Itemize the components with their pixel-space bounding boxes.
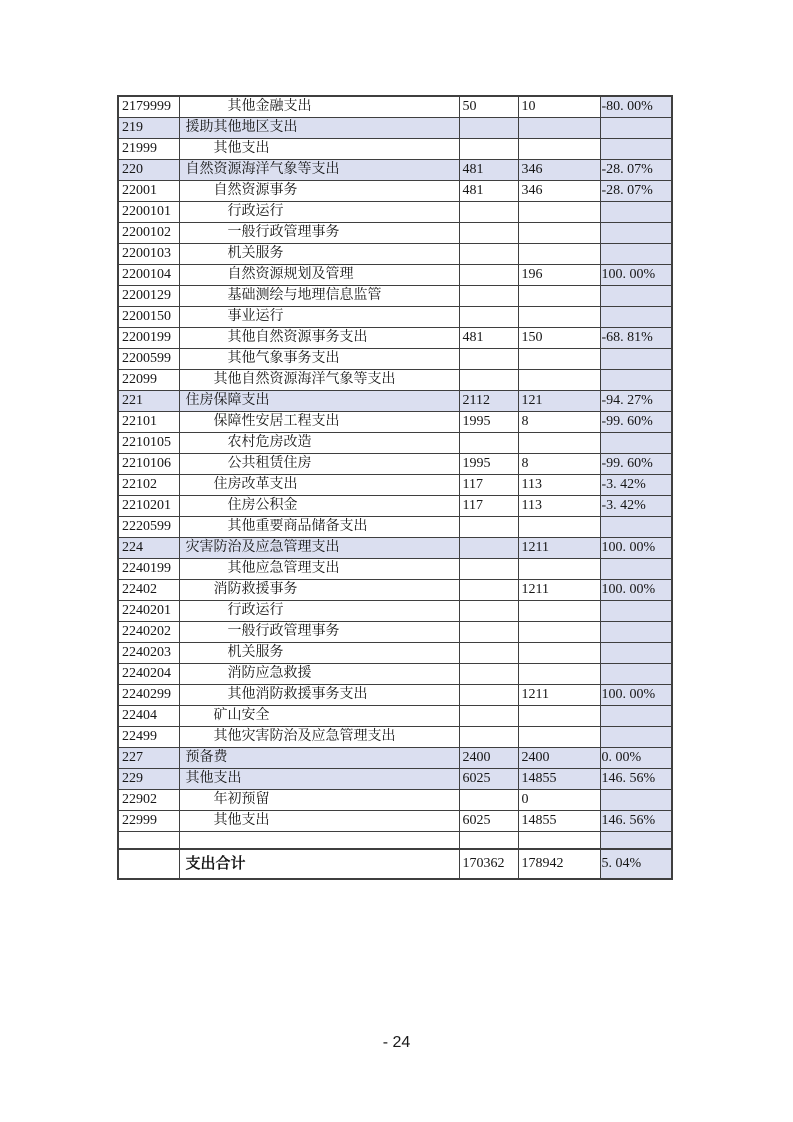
name-cell: 消防救援事务: [179, 580, 459, 601]
table-row: [118, 265, 672, 286]
code-cell: 224: [118, 538, 179, 559]
value1-cell: [459, 727, 518, 748]
name-cell: 支出合计: [179, 849, 459, 879]
page-number: - 24: [382, 1034, 411, 1051]
name-cell: 年初预留: [179, 790, 459, 811]
code-cell: 21999: [118, 139, 179, 160]
percent-cell: 100. 00%: [600, 538, 672, 559]
value2-cell: 14855: [518, 769, 600, 790]
table-row: [118, 559, 672, 580]
value2-cell: [518, 727, 600, 748]
code-cell: 2240201: [118, 601, 179, 622]
code-cell: 221: [118, 391, 179, 412]
percent-cell: [600, 118, 672, 139]
name-cell: 灾害防治及应急管理支出: [179, 538, 459, 559]
table-row: [118, 181, 672, 202]
name-cell: 消防应急救援: [179, 664, 459, 685]
value1-cell: [459, 664, 518, 685]
code-cell: 2210106: [118, 454, 179, 475]
table-row: [118, 811, 672, 832]
value1-cell: 1995: [459, 412, 518, 433]
section-row: [118, 160, 672, 181]
code-cell: 2200104: [118, 265, 179, 286]
name-cell: 机关服务: [179, 244, 459, 265]
section-row: [118, 769, 672, 790]
name-cell: 其他支出: [179, 811, 459, 832]
value1-cell: 117: [459, 496, 518, 517]
percent-cell: [600, 790, 672, 811]
value2-cell: [518, 370, 600, 391]
value2-cell: 121: [518, 391, 600, 412]
table-row: [118, 202, 672, 223]
budget-table-body: [118, 96, 672, 879]
name-cell: 农村危房改造: [179, 433, 459, 454]
value2-cell: 113: [518, 496, 600, 517]
value2-cell: 178942: [518, 849, 600, 879]
table-row: [118, 139, 672, 160]
percent-cell: [600, 706, 672, 727]
percent-cell: -3. 42%: [600, 496, 672, 517]
percent-cell: [600, 370, 672, 391]
value2-cell: [518, 664, 600, 685]
percent-cell: [600, 349, 672, 370]
value2-cell: [518, 307, 600, 328]
value2-cell: [518, 643, 600, 664]
percent-cell: 146. 56%: [600, 811, 672, 832]
percent-cell: [600, 223, 672, 244]
value1-cell: 2400: [459, 748, 518, 769]
name-cell: 公共租赁住房: [179, 454, 459, 475]
name-cell: 一般行政管理事务: [179, 622, 459, 643]
percent-cell: -28. 07%: [600, 160, 672, 181]
budget-table: [117, 95, 673, 880]
name-cell: 其他金融支出: [179, 96, 459, 118]
value2-cell: 10: [518, 96, 600, 118]
value1-cell: 50: [459, 96, 518, 118]
name-cell: 保障性安居工程支出: [179, 412, 459, 433]
value2-cell: [518, 202, 600, 223]
percent-cell: -28. 07%: [600, 181, 672, 202]
code-cell: 2200101: [118, 202, 179, 223]
value1-cell: [459, 433, 518, 454]
percent-cell: 100. 00%: [600, 265, 672, 286]
value1-cell: 481: [459, 181, 518, 202]
percent-cell: -3. 42%: [600, 475, 672, 496]
percent-cell: [600, 727, 672, 748]
code-cell: 2240202: [118, 622, 179, 643]
name-cell: 其他气象事务支出: [179, 349, 459, 370]
code-cell: 2210105: [118, 433, 179, 454]
section-row: [118, 118, 672, 139]
percent-cell: [600, 664, 672, 685]
table-row: [118, 790, 672, 811]
value1-cell: 481: [459, 160, 518, 181]
value1-cell: [459, 223, 518, 244]
code-cell: 2200102: [118, 223, 179, 244]
name-cell: 其他支出: [179, 769, 459, 790]
table-row: [118, 328, 672, 349]
name-cell: 援助其他地区支出: [179, 118, 459, 139]
code-cell: 2220599: [118, 517, 179, 538]
value2-cell: 346: [518, 160, 600, 181]
value1-cell: 2112: [459, 391, 518, 412]
code-cell: 2240204: [118, 664, 179, 685]
table-row: [118, 601, 672, 622]
code-cell: 22099: [118, 370, 179, 391]
table-row: [118, 433, 672, 454]
name-cell: 自然资源规划及管理: [179, 265, 459, 286]
percent-cell: [600, 601, 672, 622]
table-row: [118, 475, 672, 496]
value2-cell: [518, 559, 600, 580]
name-cell: [179, 832, 459, 850]
code-cell: 2200129: [118, 286, 179, 307]
value1-cell: [459, 265, 518, 286]
code-cell: 219: [118, 118, 179, 139]
code-cell: 22102: [118, 475, 179, 496]
percent-cell: [600, 307, 672, 328]
percent-cell: 146. 56%: [600, 769, 672, 790]
percent-cell: [600, 643, 672, 664]
value2-cell: 346: [518, 181, 600, 202]
code-cell: 227: [118, 748, 179, 769]
percent-cell: [600, 202, 672, 223]
value1-cell: [459, 706, 518, 727]
percent-cell: [600, 559, 672, 580]
value2-cell: [518, 118, 600, 139]
value2-cell: [518, 349, 600, 370]
empty-row: [118, 832, 672, 850]
value1-cell: [459, 622, 518, 643]
table-row: [118, 454, 672, 475]
percent-cell: [600, 139, 672, 160]
name-cell: 一般行政管理事务: [179, 223, 459, 244]
code-cell: 2210201: [118, 496, 179, 517]
section-row: [118, 391, 672, 412]
name-cell: 行政运行: [179, 601, 459, 622]
value1-cell: [459, 790, 518, 811]
code-cell: 2240299: [118, 685, 179, 706]
value2-cell: 2400: [518, 748, 600, 769]
table-row: [118, 622, 672, 643]
total-row: [118, 849, 672, 879]
table-row: [118, 685, 672, 706]
name-cell: 其他自然资源事务支出: [179, 328, 459, 349]
code-cell: 2200103: [118, 244, 179, 265]
percent-cell: 0. 00%: [600, 748, 672, 769]
percent-cell: [600, 832, 672, 850]
value1-cell: [459, 139, 518, 160]
value2-cell: [518, 286, 600, 307]
value2-cell: [518, 832, 600, 850]
percent-cell: 100. 00%: [600, 580, 672, 601]
value2-cell: 1211: [518, 685, 600, 706]
percent-cell: [600, 517, 672, 538]
percent-cell: [600, 622, 672, 643]
value1-cell: 481: [459, 328, 518, 349]
table-row: [118, 370, 672, 391]
section-row: [118, 538, 672, 559]
value1-cell: [459, 559, 518, 580]
value1-cell: [459, 349, 518, 370]
code-cell: 229: [118, 769, 179, 790]
name-cell: 行政运行: [179, 202, 459, 223]
value2-cell: 8: [518, 412, 600, 433]
value1-cell: 6025: [459, 811, 518, 832]
name-cell: 其他灾害防治及应急管理支出: [179, 727, 459, 748]
table-row: [118, 496, 672, 517]
percent-cell: [600, 433, 672, 454]
table-row: [118, 349, 672, 370]
value1-cell: [459, 538, 518, 559]
name-cell: 其他支出: [179, 139, 459, 160]
name-cell: 其他消防救援事务支出: [179, 685, 459, 706]
code-cell: 2200599: [118, 349, 179, 370]
value1-cell: [459, 685, 518, 706]
code-cell: 220: [118, 160, 179, 181]
table-row: [118, 96, 672, 118]
value1-cell: [459, 832, 518, 850]
value2-cell: 0: [518, 790, 600, 811]
value2-cell: 1211: [518, 538, 600, 559]
percent-cell: -99. 60%: [600, 412, 672, 433]
code-cell: 22001: [118, 181, 179, 202]
code-cell: 22902: [118, 790, 179, 811]
value1-cell: [459, 244, 518, 265]
value1-cell: [459, 286, 518, 307]
name-cell: 其他自然资源海洋气象等支出: [179, 370, 459, 391]
table-row: [118, 412, 672, 433]
name-cell: 预备费: [179, 748, 459, 769]
name-cell: 基础测绘与地理信息监管: [179, 286, 459, 307]
code-cell: 2240199: [118, 559, 179, 580]
code-cell: 2200150: [118, 307, 179, 328]
value1-cell: [459, 580, 518, 601]
value1-cell: 1995: [459, 454, 518, 475]
name-cell: 矿山安全: [179, 706, 459, 727]
table-row: [118, 517, 672, 538]
section-row: [118, 748, 672, 769]
table-row: [118, 706, 672, 727]
value2-cell: 113: [518, 475, 600, 496]
table-row: [118, 664, 672, 685]
value2-cell: [518, 706, 600, 727]
table-row: [118, 643, 672, 664]
value2-cell: 8: [518, 454, 600, 475]
table-row: [118, 727, 672, 748]
percent-cell: [600, 244, 672, 265]
value2-cell: 196: [518, 265, 600, 286]
value2-cell: [518, 433, 600, 454]
name-cell: 住房改革支出: [179, 475, 459, 496]
name-cell: 住房保障支出: [179, 391, 459, 412]
value1-cell: 170362: [459, 849, 518, 879]
value1-cell: [459, 643, 518, 664]
code-cell: 2179999: [118, 96, 179, 118]
value2-cell: [518, 244, 600, 265]
code-cell: 2240203: [118, 643, 179, 664]
value2-cell: 150: [518, 328, 600, 349]
code-cell: 22402: [118, 580, 179, 601]
table-row: [118, 307, 672, 328]
value1-cell: [459, 601, 518, 622]
value1-cell: 6025: [459, 769, 518, 790]
value1-cell: 117: [459, 475, 518, 496]
value2-cell: [518, 139, 600, 160]
code-cell: 22999: [118, 811, 179, 832]
value2-cell: 14855: [518, 811, 600, 832]
value1-cell: [459, 202, 518, 223]
table-row: [118, 580, 672, 601]
code-cell: 22499: [118, 727, 179, 748]
name-cell: 住房公积金: [179, 496, 459, 517]
code-cell: 2200199: [118, 328, 179, 349]
name-cell: 机关服务: [179, 643, 459, 664]
code-cell: 22404: [118, 706, 179, 727]
code-cell: [118, 849, 179, 879]
value1-cell: [459, 307, 518, 328]
value2-cell: [518, 601, 600, 622]
name-cell: 事业运行: [179, 307, 459, 328]
percent-cell: -68. 81%: [600, 328, 672, 349]
value2-cell: [518, 223, 600, 244]
code-cell: [118, 832, 179, 850]
name-cell: 其他重要商品储备支出: [179, 517, 459, 538]
percent-cell: -94. 27%: [600, 391, 672, 412]
table-row: [118, 286, 672, 307]
percent-cell: [600, 286, 672, 307]
percent-cell: 5. 04%: [600, 849, 672, 879]
value1-cell: [459, 517, 518, 538]
value1-cell: [459, 118, 518, 139]
value1-cell: [459, 370, 518, 391]
name-cell: 其他应急管理支出: [179, 559, 459, 580]
percent-cell: -99. 60%: [600, 454, 672, 475]
name-cell: 自然资源事务: [179, 181, 459, 202]
code-cell: 22101: [118, 412, 179, 433]
value2-cell: [518, 517, 600, 538]
value2-cell: 1211: [518, 580, 600, 601]
name-cell: 自然资源海洋气象等支出: [179, 160, 459, 181]
percent-cell: 100. 00%: [600, 685, 672, 706]
value2-cell: [518, 622, 600, 643]
percent-cell: -80. 00%: [600, 96, 672, 118]
table-row: [118, 244, 672, 265]
table-row: [118, 223, 672, 244]
